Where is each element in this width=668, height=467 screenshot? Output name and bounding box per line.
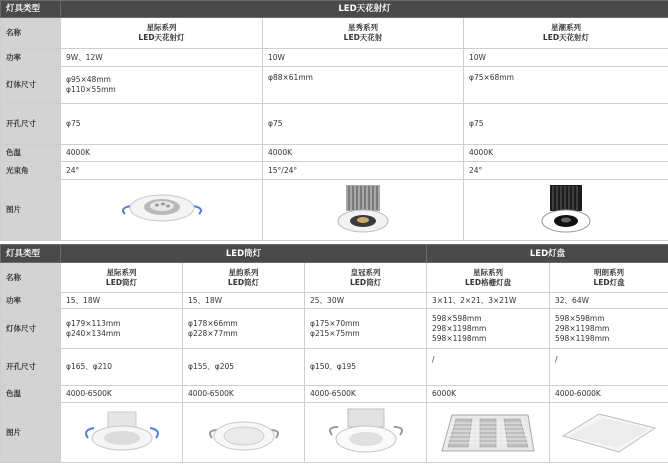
model-name: LED筒灯 [227,277,260,287]
product-picture [263,180,464,241]
cutout-value: / [427,349,550,386]
cutout-value: φ75 [263,104,464,145]
cutout-value: / [550,349,668,386]
category-header: LED天花射灯 [61,1,668,18]
product-picture [61,403,183,463]
series-name: 星潮系列 [551,23,581,32]
series-name: 星际系列 [473,267,504,277]
row-label-cct: 色温 [1,386,61,403]
cct-value: 4000-6500K [305,386,427,403]
row-label-cutout: 开孔尺寸 [1,349,61,386]
category-header-downlight: LED筒灯 [61,245,427,263]
size-line: φ178×66mm [188,318,238,328]
power-value: 32、64W [550,293,668,309]
size-line: 598×598mm [555,313,605,323]
cutout-value: φ165、φ210 [61,349,183,386]
power-value: 10W [263,49,464,67]
downlight-panel-spec-table [0,244,668,463]
cct-value: 6000K [427,386,550,403]
size-line: φ95×48mm [66,75,111,84]
row-label-power: 功率 [1,293,61,309]
size-value [61,67,263,104]
size-line: φ88×61mm [268,73,313,82]
size-line: 598×598mm [432,313,482,323]
power-value: 15、18W [183,293,305,309]
product-picture [183,403,305,463]
type-label: 灯具类型 [1,1,61,18]
product-name [183,263,305,293]
model-name: LED天花射 [343,33,383,42]
product-picture [464,180,668,241]
grille-panel-icon [438,407,538,459]
size-value [427,309,550,349]
product-picture [61,180,263,241]
series-name: 星际系列 [146,23,177,32]
power-value: 15、18W [61,293,183,309]
cct-value: 4000-6500K [183,386,305,403]
model-name: LED格栅灯盘 [464,277,512,287]
power-value: 10W [464,49,668,67]
cutout-value: φ150、φ195 [305,349,427,386]
row-label-beam: 光束角 [1,162,61,180]
product-picture [427,403,550,463]
row-label-cct: 色温 [1,145,61,162]
product-name [61,263,183,293]
row-label-picture: 图片 [1,403,61,463]
row-label-name: 名称 [1,18,61,49]
slim-downlight-icon [204,408,284,458]
size-line: φ75×68mm [469,73,514,82]
flat-panel-icon [559,410,659,456]
row-label-power: 功率 [1,49,61,67]
size-line: φ215×75mm [310,328,360,338]
model-name: LED筒灯 [105,277,138,287]
beam-value: 15°/24° [263,162,464,180]
model-name: LED筒灯 [349,277,382,287]
cutout-value: φ75 [464,104,668,145]
size-line: φ110×55mm [66,85,116,94]
product-name [550,263,668,293]
size-value [183,309,305,349]
product-name [427,263,550,293]
beam-value: 24° [61,162,263,180]
row-label-cutout: 开孔尺寸 [1,104,61,145]
model-name: LED灯盘 [593,277,625,287]
white-downlight-icon [117,188,207,232]
size-line: φ240×134mm [66,328,121,338]
white-downlight-icon [82,408,162,458]
product-picture [550,403,668,463]
series-name: 星韵系列 [228,267,259,277]
cct-value: 4000-6500K [61,386,183,403]
size-line: φ175×70mm [310,318,360,328]
size-line: 598×1198mm [555,333,610,343]
cutout-value: φ155、φ205 [183,349,305,386]
type-label: 灯具类型 [1,245,61,263]
series-name: 皇冠系列 [350,267,381,277]
row-label-picture: 图片 [1,180,61,241]
cct-value: 4000K [263,145,464,162]
heatsink-spotlight-icon [328,183,398,237]
row-label-name: 名称 [1,263,61,293]
size-value [550,309,668,349]
series-name: 星秀系列 [348,23,378,32]
beam-value: 24° [464,162,668,180]
cct-value: 4000-6000K [550,386,668,403]
product-name [263,18,464,49]
size-line: 598×1198mm [432,333,487,343]
size-value [305,309,427,349]
size-value [263,67,464,104]
power-value: 3×11、2×21、3×21W [427,293,550,309]
model-name: LED天花射灯 [138,33,185,42]
cct-value: 4000K [464,145,668,162]
black-spotlight-icon [536,183,596,237]
cct-value: 4000K [61,145,263,162]
model-name: LED天花射灯 [542,33,590,42]
size-line: φ228×77mm [188,328,238,338]
size-value [61,309,183,349]
product-name [464,18,668,49]
row-label-size: 灯体尺寸 [1,309,61,349]
size-value [464,67,668,104]
row-label-size: 灯体尺寸 [1,67,61,104]
product-name [305,263,427,293]
cutout-value: φ75 [61,104,263,145]
crown-downlight-icon [326,407,406,459]
size-line: φ179×113mm [66,318,121,328]
product-name [61,18,263,49]
power-value: 9W、12W [61,49,263,67]
series-name: 星际系列 [106,267,137,277]
series-name: 明朗系列 [594,267,625,277]
category-header-panel: LED灯盘 [427,245,668,263]
size-line: 298×1198mm [432,323,487,333]
power-value: 25、30W [305,293,427,309]
product-picture [305,403,427,463]
size-line: 298×1198mm [555,323,610,333]
